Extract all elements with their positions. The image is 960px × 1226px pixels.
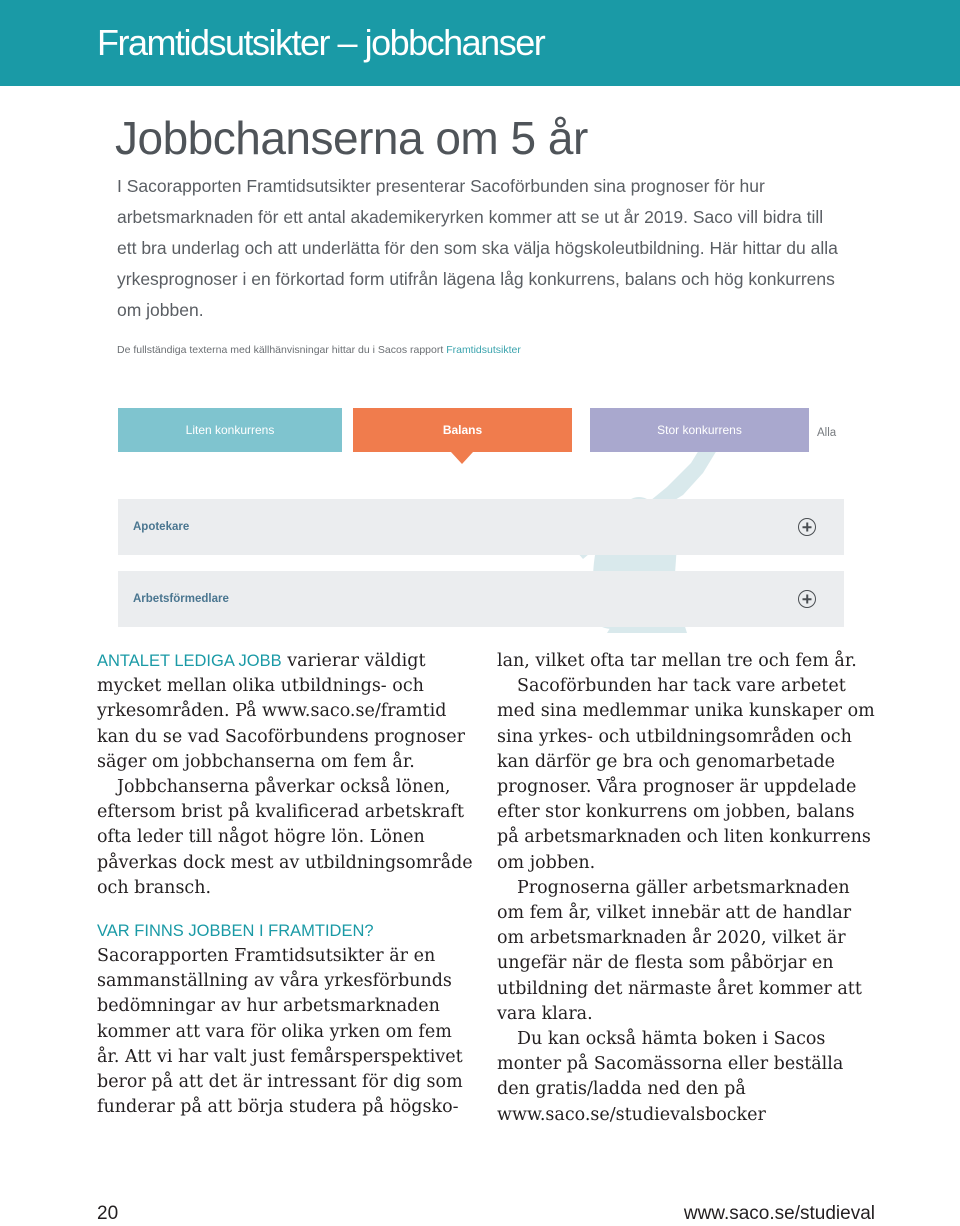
accordion-label: Apotekare	[133, 521, 190, 533]
expand-plus-icon[interactable]	[798, 590, 816, 608]
paragraph: Sacorapporten Framtidsutsikter är en sammanställning av våra yrkesförbunds bedömningar av hur arbetsmarknaden kommer att vara för olika yrken om fem år. Att vi har valt just femårsperspektivet beror på att det är intressant för dig som funderar på att börja studera på högsko-	[97, 946, 463, 1118]
accordion-row-arbetsformedlare[interactable]	[118, 571, 844, 627]
source-note-text: De fullständiga texterna med källhänvisningar hittar du i Sacos rapport	[117, 344, 444, 356]
tab-all[interactable]: Alla	[817, 427, 837, 439]
accordion-row-apotekare[interactable]	[118, 499, 844, 555]
screenshot-intro: I Sacorapporten Framtidsutsikter presenterar Sacoförbunden sina prognoser för hur arbetsmarknaden för ett antal akademikeryrken kommer att se ut år 2019. Saco vill bidra till ett bra underlag och att underlätta för den som ska välja högskoleutbildning. Här hittar du alla yrkesprognoser i en förkortad form utifrån lägena låg konkurrens, balans och hög konkurrens om jobben.	[117, 176, 838, 320]
body-column-left	[97, 649, 477, 1120]
paragraph: Du kan också hämta boken i Sacos monter på Sacomässorna eller beställa den gratis/ladda ned den på www.saco.se/studievalsbocker	[497, 1029, 844, 1125]
expand-plus-icon[interactable]	[798, 518, 816, 536]
subheading: VAR FINNS JOBBEN I FRAMTIDEN?	[97, 922, 374, 941]
paragraph-text: varierar väldigt mycket mellan olika utbildnings- och yrkesområden. På www.saco.se/framtid kan du se vad Sacoförbundens prognoser säger om jobbchanserna om fem år.	[97, 651, 465, 772]
accordion-label: Arbetsförmedlare	[133, 593, 229, 605]
source-link[interactable]: Framtidsutsikter	[446, 344, 521, 356]
paragraph	[97, 649, 477, 775]
header-band	[0, 0, 960, 86]
paragraph: Sacoförbunden har tack vare arbetet med sina medlemmar unika kunskaper om sina yrkes- och utbildningsområden och kan därför ge bra och genomarbetade prognoser. Våra prognoser är uppdelade efter stor konkurrens om jobben, balans på arbetsmarknaden och liten konkurrens om jobben.	[497, 676, 875, 873]
page-number: 20	[97, 1203, 119, 1224]
paragraph: Prognoserna gäller arbetsmarknaden om fem år, vilket innebär att de handlar om arbetsmarknaden år 2020, vilket är ungefär när de flesta som påbörjar en utbildning det närmaste året kommer att vara klara.	[497, 877, 862, 1024]
footer-url[interactable]: www.saco.se/studieval	[683, 1203, 875, 1224]
tab-balance[interactable]: Balans	[353, 408, 572, 452]
body-column-right	[497, 649, 877, 1128]
tab-high-competition[interactable]: Stor konkurrens	[590, 408, 809, 452]
page-title: Framtidsutsikter – jobbchanser	[97, 22, 545, 63]
paragraph: lan, vilket ofta tar mellan tre och fem år.	[497, 651, 857, 671]
active-tab-pointer	[451, 452, 473, 464]
lead-in: ANTALET LEDIGA JOBB	[97, 652, 282, 670]
tab-low-competition[interactable]: Liten konkurrens	[118, 408, 342, 452]
website-screenshot	[97, 97, 860, 633]
screenshot-heading: Jobbchanserna om 5 år	[115, 112, 588, 164]
paragraph: Jobbchanserna påverkar också lönen, eftersom brist på kvalificerad arbetskraft ofta leder till något högre lön. Lönen påverkas dock mest av utbildningsområde och bransch.	[97, 777, 473, 898]
